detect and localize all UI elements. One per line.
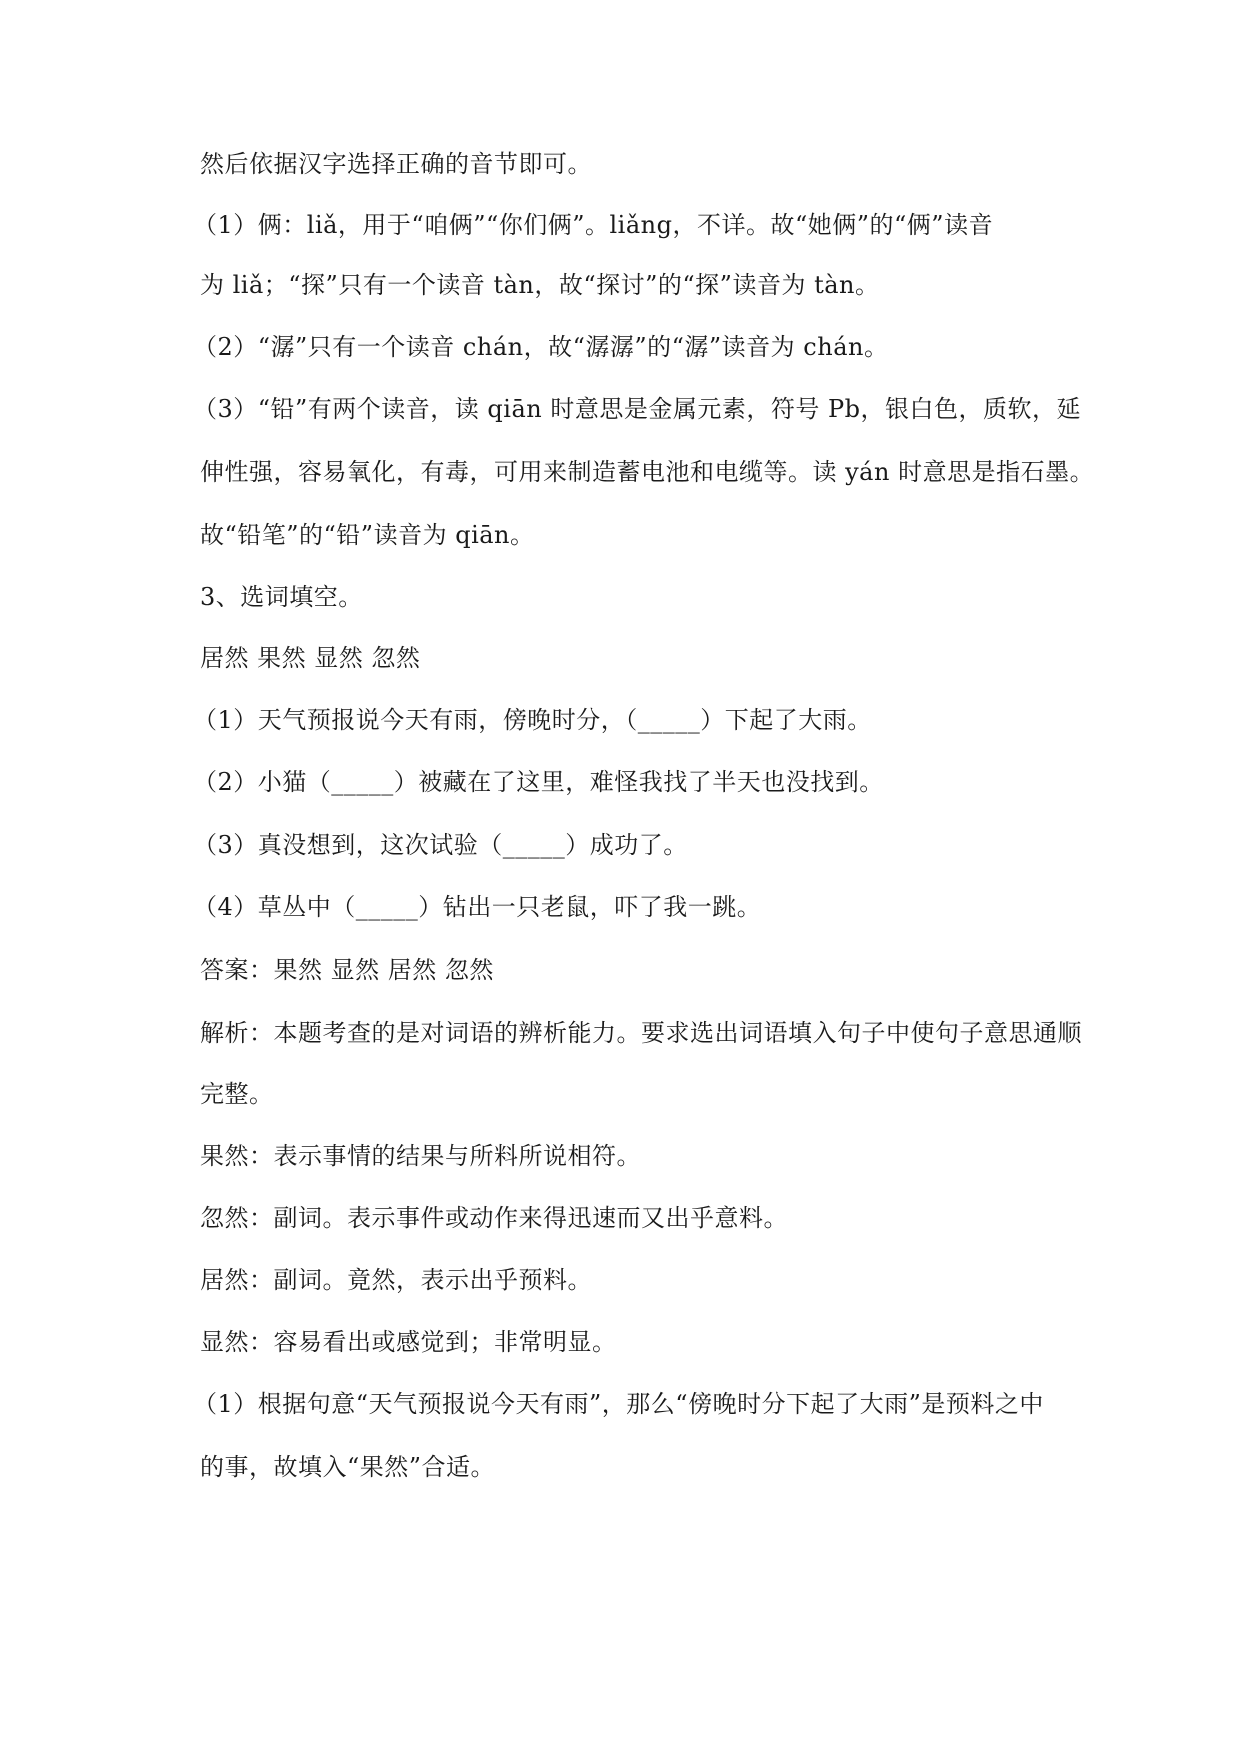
text-line: （1）根据句意“天气预报说今天有雨”，那么“傍晚时分下起了大雨”是预料之中 (193, 1390, 1044, 1418)
text-line: 的事，故填入“果然”合适。 (200, 1453, 496, 1481)
definition-line: 居然：副词。竟然，表示出乎预料。 (200, 1266, 592, 1294)
question-item: （2）小猫（_____）被藏在了这里，难怪我找了半天也没找到。 (193, 768, 884, 796)
word-options: 居然 果然 显然 忽然 (200, 644, 421, 672)
text-line: （3）“铅”有两个读音，读 qiān 时意思是金属元素，符号 Pb，银白色，质软，延 (193, 395, 1082, 423)
analysis-line: 解析：本题考查的是对词语的辨析能力。要求选出词语填入句子中使句子意思通顺 (200, 1019, 1082, 1047)
section-heading: 3、选词填空。 (200, 583, 363, 611)
text-line: 故“铅笔”的“铅”读音为 qiān。 (200, 521, 535, 549)
definition-line: 显然：容易看出或感觉到；非常明显。 (200, 1328, 617, 1356)
text-line: （2）“潺”只有一个读音 chán，故“潺潺”的“潺”读音为 chán。 (193, 333, 889, 361)
answer-line: 答案：果然 显然 居然 忽然 (200, 956, 494, 984)
text-line: 完整。 (200, 1080, 274, 1108)
text-line: 然后依据汉字选择正确的音节即可。 (200, 150, 592, 178)
text-line: （1）俩：liǎ，用于“咱俩”“你们俩”。liǎng，不详。故“她俩”的“俩”读音 (193, 211, 994, 239)
text-line: 为 liǎ；“探”只有一个读音 tàn，故“探讨”的“探”读音为 tàn。 (200, 271, 880, 299)
question-item: （3）真没想到，这次试验（_____）成功了。 (193, 831, 688, 859)
definition-line: 果然：表示事情的结果与所料所说相符。 (200, 1142, 641, 1170)
question-item: （1）天气预报说今天有雨，傍晚时分，（_____）下起了大雨。 (193, 706, 872, 734)
text-line: 伸性强，容易氧化，有毒，可用来制造蓄电池和电缆等。读 yán 时意思是指石墨。 (200, 458, 1095, 486)
definition-line: 忽然：副词。表示事件或动作来得迅速而又出乎意料。 (200, 1204, 788, 1232)
question-item: （4）草丛中（_____）钻出一只老鼠，吓了我一跳。 (193, 893, 762, 921)
